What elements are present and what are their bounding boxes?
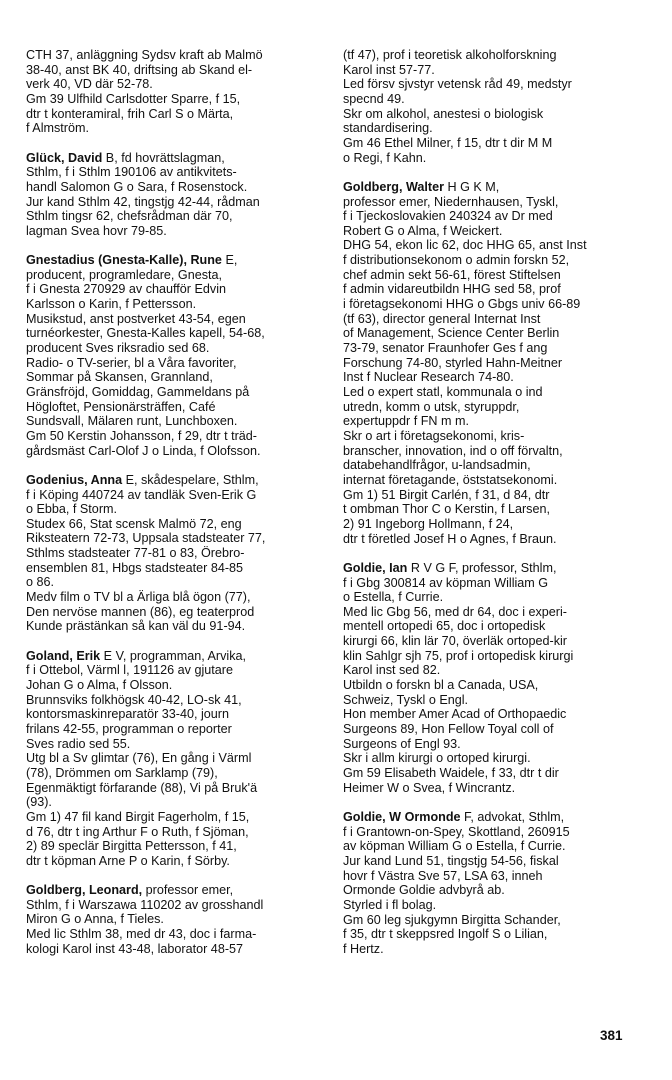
line-text: Studex 66, Stat scensk Malmö 72, eng [26, 516, 242, 531]
line-text: Gm 1) 47 fil kand Birgit Fagerholm, f 15, [26, 809, 250, 824]
line-text: Skr o art i företagsekonomi, kris- [343, 429, 525, 443]
text-line [343, 151, 639, 166]
line-text: Ormonde Goldie advbyrå ab. [343, 883, 505, 898]
text-line [343, 312, 639, 327]
line-text: Gränsfröjd, Gomiddag, Gammeldans på [26, 384, 250, 399]
text-line [343, 195, 639, 210]
text-line [343, 693, 639, 708]
biography-entry [343, 810, 639, 957]
text-line [26, 414, 322, 429]
line-text: Musikstud, anst postverket 43-54, egen [26, 311, 246, 326]
line-text: Robert G o Alma, f Weickert. [343, 223, 503, 238]
text-line [26, 575, 322, 590]
text-line [343, 839, 639, 854]
line-text: specnd 49. [343, 91, 405, 106]
text-line [343, 400, 639, 415]
text-line [343, 282, 639, 297]
text-line [343, 576, 639, 591]
text-line [26, 341, 322, 356]
text-line [343, 707, 639, 722]
text-line [26, 180, 322, 195]
line-text: dtr t köpman Arne P o Karin, f Sörby. [26, 853, 230, 868]
line-text: Styrled i fl bolag. [343, 897, 437, 912]
line-text: F, advokat, Sthlm, [460, 809, 565, 824]
line-text: 73-79, senator Fraunhofer Ges f ang [343, 341, 548, 356]
biography-entry [343, 561, 639, 796]
text-line [343, 810, 639, 825]
text-line [26, 912, 322, 927]
text-line [343, 883, 639, 898]
line-text: Sthlm tingsr 62, chefsrådman där 70, [26, 209, 233, 224]
line-text: Led försv sjvstyr vetensk råd 49, medstyr [343, 77, 572, 92]
line-text: branscher, innovation, ind o off förvaltn, [343, 443, 563, 458]
line-text: 2) 89 speclär Birgitta Pettersson, f 41, [26, 839, 237, 854]
text-line [343, 356, 639, 371]
line-text: Med lic Gbg 56, med dr 64, doc i experi- [343, 604, 567, 619]
text-line [26, 781, 322, 796]
text-line [343, 253, 639, 268]
text-line [343, 458, 639, 473]
line-text: mentell ortopedi 65, doc i ortopedisk [343, 619, 546, 634]
line-text: lagman Svea hovr 79-85. [26, 223, 167, 238]
text-line [26, 488, 322, 503]
line-text: Sthlm, f i Sthlm 190106 av antikvitets- [26, 165, 237, 180]
text-line [26, 444, 322, 459]
line-text: Jur kand Lund 51, tingstjg 54-56, fiskal [343, 853, 559, 868]
text-line [343, 370, 639, 385]
line-text: Forschung 74-80, styrled Hahn-Meitner [343, 355, 563, 370]
line-text: CTH 37, anläggning Sydsv kraft ab Malmö [26, 48, 263, 62]
text-line [26, 473, 322, 488]
text-line [26, 400, 322, 415]
line-text: Heimer W o Svea, f Wincrantz. [343, 780, 516, 795]
text-line [26, 590, 322, 605]
text-line [26, 942, 322, 957]
text-line [343, 385, 639, 400]
text-line [26, 795, 322, 810]
line-text: Gm 46 Ethel Milner, f 15, dtr t dir M M [343, 135, 553, 150]
line-text: gårdsmäst Carl-Olof J o Linda, f Olofsson. [26, 443, 261, 458]
line-text: ensemblen 81, Hbgs stadsteater 84-85 [26, 560, 244, 575]
text-line [343, 781, 639, 796]
line-text: Riksteatern 72-73, Uppsala stadsteater 77, [26, 531, 266, 546]
text-line [26, 77, 322, 92]
text-line [343, 297, 639, 312]
text-line [343, 619, 639, 634]
text-line [343, 605, 639, 620]
entry-name: Glück, David [26, 150, 103, 165]
biography-entry [26, 883, 322, 956]
line-text: internat företagande, öststatsekonomi. [343, 472, 558, 487]
line-text: Egenmäktigt förfarande (88), Vi på Bruk'ä [26, 780, 258, 795]
line-text: expertuppdr f FN m m. [343, 414, 469, 429]
text-line [26, 707, 322, 722]
text-line [343, 268, 639, 283]
line-text: handl Salomon G o Sara, f Rosenstock. [26, 179, 248, 194]
right-column [343, 48, 639, 971]
line-text: hovr f Västra Sve 57, LSA 63, inneh [343, 868, 543, 883]
text-line [26, 546, 322, 561]
line-text: Radio- o TV-serier, bl a Våra favoriter, [26, 355, 237, 370]
line-text: Johan G o Alma, f Olsson. [26, 677, 173, 692]
text-line [26, 825, 322, 840]
text-line [343, 737, 639, 752]
line-text: o 86. [26, 575, 55, 590]
line-text: Medv film o TV bl a Ärliga blå ögon (77), [26, 590, 251, 605]
text-line [26, 48, 322, 63]
text-line [343, 92, 639, 107]
line-text: (78), Drömmen om Sarklamp (79), [26, 765, 218, 780]
text-line [26, 751, 322, 766]
line-text: standardisering. [343, 121, 433, 136]
text-line [343, 209, 639, 224]
line-text: producent Sves riksradio sed 68. [26, 341, 210, 355]
text-line [26, 649, 322, 664]
text-line [26, 663, 322, 678]
line-text: dtr t konteramiral, frih Carl S o Märta, [26, 106, 234, 121]
text-line [26, 297, 322, 312]
text-line [26, 854, 322, 869]
line-text: f i Köping 440724 av tandläk Sven-Erik G [26, 487, 257, 502]
text-line [343, 429, 639, 444]
line-text: DHG 54, ekon lic 62, doc HHG 65, anst Inst [343, 238, 587, 253]
line-text: Utg bl a Sv glimtar (76), En gång i Värml [26, 751, 252, 766]
entry-name: Goland, Erik [26, 648, 101, 663]
line-text: f i Tjeckoslovakien 240324 av Dr med [343, 209, 553, 224]
line-text: Gm 50 Kerstin Johansson, f 29, dtr t träd- [26, 428, 257, 443]
line-text: Miron G o Anna, f Tieles. [26, 912, 164, 927]
text-line [26, 927, 322, 942]
line-text: o Ebba, f Storm. [26, 502, 117, 517]
line-text: Sthlms stadsteater 77-81 o 83, Örebro- [26, 546, 245, 561]
line-text: Brunnsviks folkhögsk 40-42, LO-sk 41, [26, 692, 242, 707]
text-line [343, 414, 639, 429]
text-line [343, 136, 639, 151]
text-line [26, 282, 322, 297]
text-line [26, 502, 322, 517]
line-text: Schweiz, Tyskl o Engl. [343, 692, 469, 707]
biography-entry [26, 48, 322, 136]
text-line [26, 312, 322, 327]
text-line [26, 253, 322, 268]
text-line [343, 913, 639, 928]
text-line [343, 854, 639, 869]
line-text: professor emer, [142, 883, 234, 898]
entry-name: Gnestadius (Gnesta-Kalle), Rune [26, 253, 222, 268]
line-text: Sves radio sed 55. [26, 736, 131, 751]
text-line [26, 737, 322, 752]
line-text: Karol inst 57-77. [343, 62, 435, 77]
text-line [26, 63, 322, 78]
line-text: Kunde prästänkan så kan väl du 91-94. [26, 619, 246, 634]
entry-name: Goldberg, Walter [343, 179, 444, 194]
line-text: R V G F, professor, Sthlm, [407, 560, 557, 575]
text-line [343, 326, 639, 341]
text-line [343, 869, 639, 884]
entry-name: Goldie, W Ormonde [343, 809, 461, 824]
line-text: utredn, komm o utsk, styruppdr, [343, 399, 520, 414]
line-text: (tf 63), director general Internat Inst [343, 311, 541, 326]
text-line [26, 326, 322, 341]
entry-name: Goldberg, Leonard, [26, 883, 143, 898]
line-text: 38-40, anst BK 40, driftsing ab Skand el- [26, 62, 253, 77]
text-line [343, 341, 639, 356]
text-line [343, 634, 639, 649]
text-line [343, 649, 639, 664]
text-line [26, 898, 322, 913]
text-line [26, 678, 322, 693]
text-line [343, 473, 639, 488]
text-line [343, 532, 639, 547]
text-line [26, 810, 322, 825]
line-text: f Hertz. [343, 941, 384, 956]
text-line [343, 224, 639, 239]
text-line [26, 121, 322, 136]
line-text: o Regi, f Kahn. [343, 150, 427, 165]
entry-name: Godenius, Anna [26, 472, 123, 487]
text-line [343, 766, 639, 781]
line-text: Sundsvall, Mälaren runt, Lunchboxen. [26, 414, 238, 429]
line-text: verk 40, VD där 52-78. [26, 77, 153, 92]
line-text: Den nervöse mannen (86), eg teaterprod [26, 604, 255, 619]
text-line [343, 590, 639, 605]
text-line [343, 927, 639, 942]
biography-entry [26, 649, 322, 869]
line-text: t ombman Thor C o Kerstin, f Larsen, [343, 502, 550, 517]
biography-entry [343, 180, 639, 546]
text-line [26, 693, 322, 708]
line-text: E, skådespelare, Sthlm, [122, 472, 259, 487]
text-line [26, 165, 322, 180]
line-text: B, fd hovrättslagman, [102, 150, 225, 165]
line-text: dtr t företled Josef H o Agnes, f Braun. [343, 531, 557, 546]
line-text: o Estella, f Currie. [343, 590, 444, 605]
line-text: Skr i allm kirurgi o ortoped kirurgi. [343, 751, 531, 766]
biography-entry [26, 473, 322, 634]
line-text: producent, programledare, Gnesta, [26, 267, 223, 282]
line-text: f i Grantown-on-Spey, Skottland, 260915 [343, 824, 570, 839]
page-number: 381 [600, 1028, 623, 1043]
line-text: kontorsmaskinreparatör 33-40, journ [26, 707, 230, 722]
line-text: Gm 39 Ulfhild Carlsdotter Sparre, f 15, [26, 91, 241, 106]
line-text: databehandlfrågor, u-landsadmin, [343, 458, 531, 473]
line-text: Surgeons of Engl 93. [343, 736, 461, 751]
text-line [26, 605, 322, 620]
text-line [26, 268, 322, 283]
line-text: Jur kand Sthlm 42, tingstjg 42-44, rådman [26, 194, 260, 209]
line-text: f i Gbg 300814 av köpman William G [343, 575, 549, 590]
text-line [26, 429, 322, 444]
line-text: E V, programman, Arvika, [100, 648, 247, 663]
text-line [343, 678, 639, 693]
text-line [26, 385, 322, 400]
line-text: f admin vidareutbildn HHG sed 58, prof [343, 282, 561, 297]
text-line [343, 722, 639, 737]
text-line [343, 63, 639, 78]
line-text: av köpman William G o Estella, f Currie. [343, 839, 566, 854]
text-line [26, 195, 322, 210]
line-text: Hon member Amer Acad of Orthopaedic [343, 707, 567, 722]
line-text: Sthlm, f i Warszawa 110202 av grosshandl [26, 897, 264, 912]
line-text: (tf 47), prof i teoretisk alkoholforskning [343, 48, 557, 62]
line-text: turnéorkester, Gnesta-Kalles kapell, 54-68, [26, 326, 265, 341]
text-line [26, 839, 322, 854]
text-line [26, 356, 322, 371]
text-line [343, 77, 639, 92]
line-text: Surgeons 89, Hon Fellow Toyal coll of [343, 722, 554, 737]
text-line [343, 942, 639, 957]
line-text: E, [221, 253, 238, 268]
text-line [26, 224, 322, 239]
line-text: Gm 59 Elisabeth Waidele, f 33, dtr t dir [343, 766, 559, 781]
line-text: (93). [26, 795, 52, 810]
line-text: Gm 60 leg sjukgymn Birgitta Schander, [343, 912, 561, 927]
line-text: chef admin sekt 56-61, förest Stiftelsen [343, 267, 561, 282]
line-text: f distributionsekonom o admin forskn 52, [343, 253, 570, 268]
line-text: Karlsson o Karin, f Pettersson. [26, 297, 197, 312]
line-text: Skr om alkohol, anestesi o biologisk [343, 106, 544, 121]
text-line [26, 209, 322, 224]
line-text: f i Ottebol, Värml l, 191126 av gjutare [26, 663, 233, 678]
text-line [26, 883, 322, 898]
line-text: Led o expert statl, kommunala o ind [343, 385, 543, 400]
line-text: f i Gnesta 270929 av chaufför Edvin [26, 282, 226, 297]
text-line [343, 48, 639, 63]
text-line [26, 517, 322, 532]
line-text: kirurgi 66, klin lär 70, överläk ortoped-kir [343, 634, 567, 649]
text-line [26, 531, 322, 546]
text-line [343, 663, 639, 678]
text-line [343, 825, 639, 840]
line-text: frilans 42-55, programman o reporter [26, 721, 232, 736]
text-line [343, 561, 639, 576]
line-text: Inst f Nuclear Research 74-80. [343, 370, 514, 385]
text-line [26, 722, 322, 737]
biography-entry [26, 151, 322, 239]
line-text: f 35, dtr t skeppsred Ingolf S o Lilian, [343, 927, 548, 942]
line-text: Gm 1) 51 Birgit Carlén, f 31, d 84, dtr [343, 487, 550, 502]
text-line [343, 488, 639, 503]
text-line [343, 107, 639, 122]
text-line [343, 180, 639, 195]
biography-entry [343, 48, 639, 165]
text-line [343, 751, 639, 766]
line-text: f Almström. [26, 121, 89, 136]
text-line [26, 92, 322, 107]
line-text: 2) 91 Ingeborg Hollmann, f 24, [343, 516, 514, 531]
line-text: d 76, dtr t ing Arthur F o Ruth, f Sjöman, [26, 824, 249, 839]
text-line [343, 517, 639, 532]
line-text: H G K M, [444, 179, 500, 194]
text-line [26, 619, 322, 634]
text-line [343, 898, 639, 913]
line-text: Utbildn o forskn bl a Canada, USA, [343, 678, 539, 693]
text-line [26, 370, 322, 385]
left-column [26, 48, 322, 971]
text-line [26, 107, 322, 122]
text-line [343, 502, 639, 517]
line-text: of Management, Science Center Berlin [343, 326, 560, 341]
line-text: kologi Karol inst 43-48, laborator 48-57 [26, 941, 244, 956]
line-text: klin Sahlgr sjh 75, prof i ortopedisk kirurgi [343, 648, 574, 663]
line-text: Med lic Sthlm 38, med dr 43, doc i farma- [26, 927, 257, 942]
text-line [343, 238, 639, 253]
text-line [26, 766, 322, 781]
line-text: i företagsekonomi HHG o Gbgs univ 66-89 [343, 297, 581, 312]
line-text: Högloftet, Pensionärsträffen, Café [26, 399, 216, 414]
line-text: professor emer, Niedernhausen, Tyskl, [343, 194, 559, 209]
text-line [343, 444, 639, 459]
text-line [343, 121, 639, 136]
line-text: Karol inst sed 82. [343, 663, 441, 678]
text-line [26, 561, 322, 576]
biography-entry [26, 253, 322, 458]
entry-name: Goldie, Ian [343, 560, 408, 575]
text-line [26, 151, 322, 166]
line-text: Sommar på Skansen, Grannland, [26, 370, 213, 385]
